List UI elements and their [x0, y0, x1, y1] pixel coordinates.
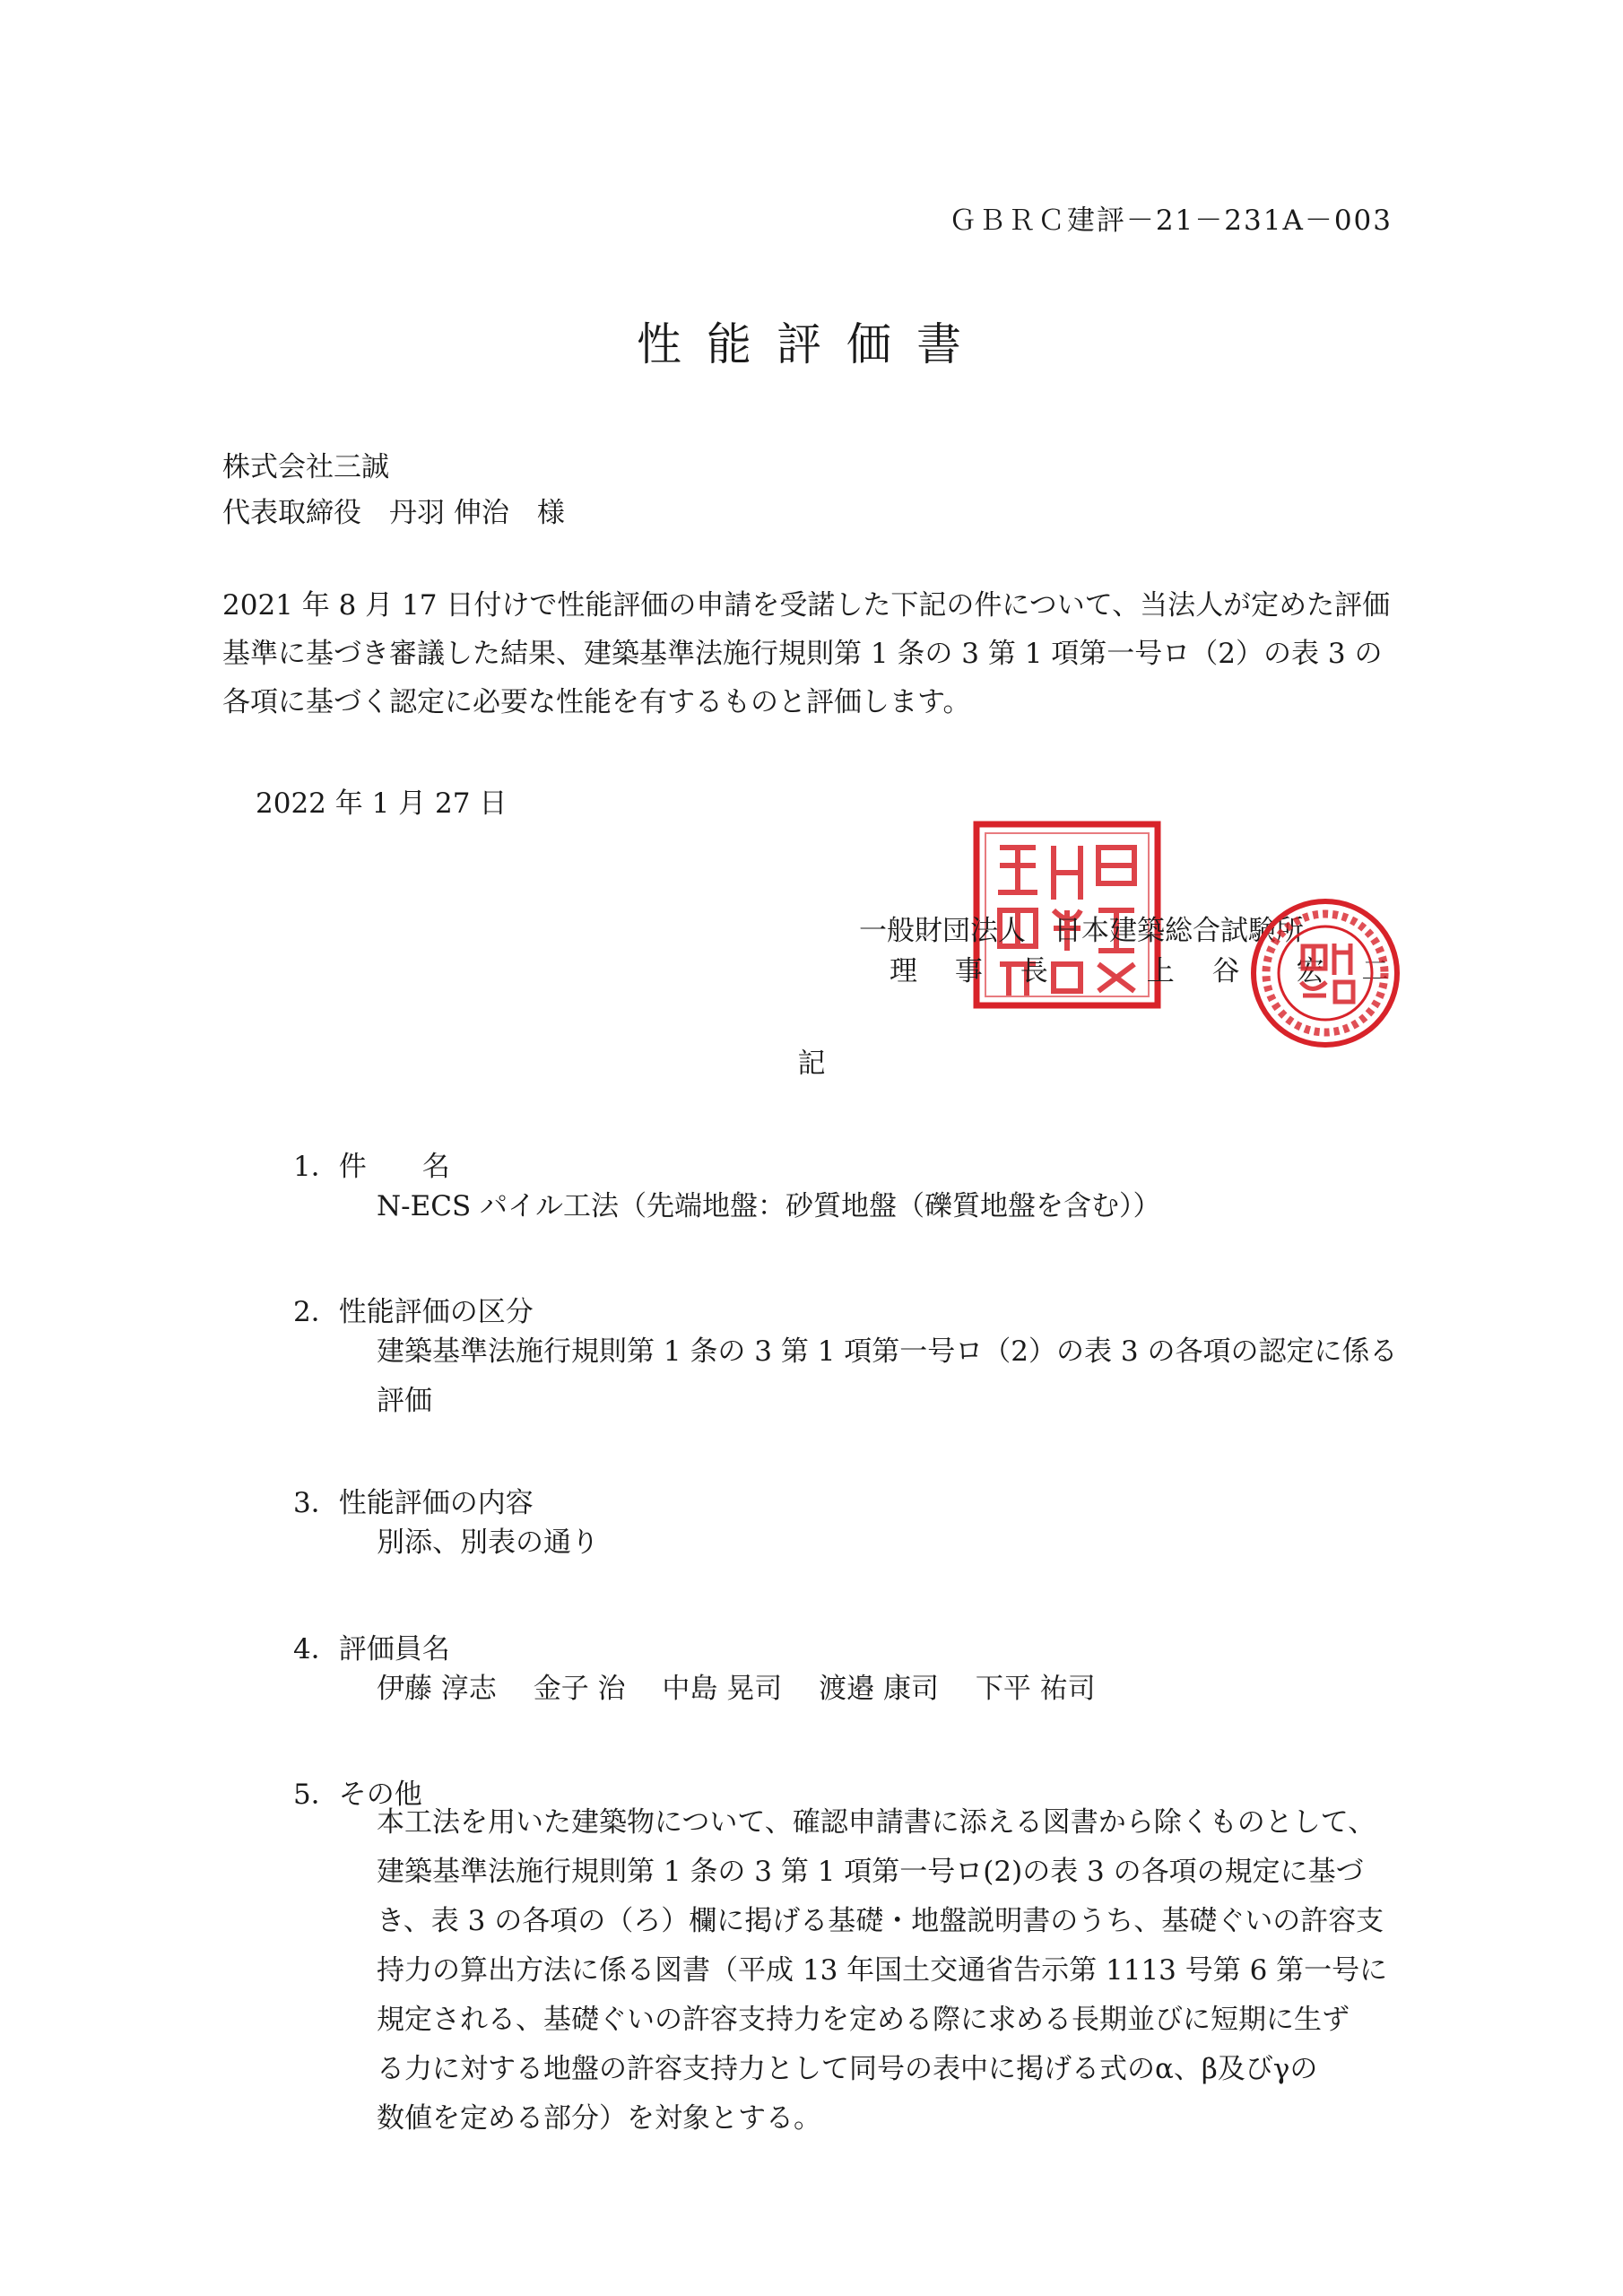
page-title: 性能評価書 — [637, 318, 986, 370]
intro-line: 2021 年 8 月 17 日付けで性能評価の申請を受諾した下記の件について、当法人が定めた評価 — [222, 589, 1391, 622]
section-line: き、表 3 の各項の（ろ）欄に掲げる基礎・地盤説明書のうち、基礎ぐいの許容支 — [377, 1905, 1384, 1937]
recipient-company: 株式会社三誠 — [222, 451, 389, 483]
issuer-organization: 一般財団法人 日本建築総合試験所 — [859, 915, 1304, 947]
section-heading-5: 5．その他 — [293, 1779, 422, 1811]
round-red-seal-icon — [1249, 897, 1402, 1049]
section-heading-4: 4．評価員名 — [293, 1633, 450, 1665]
section-line: 伊藤 淳志 金子 治 中島 晃司 渡邉 康司 下平 祐司 — [377, 1673, 1096, 1705]
section-heading-3: 3．性能評価の内容 — [293, 1487, 534, 1519]
section-body-3 — [377, 1518, 599, 1568]
section-line: 建築基準法施行規則第 1 条の 3 第 1 項第一号ロ(2)の表 3 の各項の規定に基づ — [377, 1856, 1364, 1888]
intro-line: 基準に基づき審議した結果、建築基準法施行規則第 1 条の 3 第 1 項第一号ロ（2）の表 3 の — [222, 638, 1383, 670]
section-line: 建築基準法施行規則第 1 条の 3 第 1 項第一号ロ（2）の表 3 の各項の認定に係る — [377, 1335, 1398, 1368]
section-line: 数値を定める部分）を対象とする。 — [377, 2102, 821, 2135]
section-body-4 — [377, 1665, 1096, 1714]
section-line: る力に対する地盤の許容支持力として同号の表中に掲げる式のα、β及びγの — [377, 2053, 1318, 2085]
issue-date: 2022 年 1 月 27 日 — [256, 787, 508, 820]
document-number: ＧＢＲＣ建評－21－231A－003 — [948, 204, 1393, 237]
intro-paragraph — [222, 581, 1406, 726]
section-line: 規定される、基礎ぐいの許容支持力を定める際に求める長期並びに短期に生ず — [377, 2004, 1350, 2036]
section-line: 別添、別表の通り — [377, 1526, 599, 1559]
ki-marker: 記 — [797, 1048, 826, 1080]
section-line: 本工法を用いた建築物について、確認申請書に添える図書から除くものとして、 — [377, 1806, 1376, 1839]
recipient-representative: 代表取締役 丹羽 伸治 様 — [222, 497, 565, 529]
issuer-chief: 理 事 長 上 谷 宏 二 — [890, 955, 1404, 987]
section-line: N-ECS パイル工法（先端地盤：砂質地盤（礫質地盤を含む）） — [377, 1190, 1161, 1222]
section-body-2 — [377, 1327, 1397, 1426]
section-line: 持力の算出方法に係る図書（平成 13 年国土交通省告示第 1113 号第 6 第一号に — [377, 1954, 1388, 1987]
section-body-5 — [377, 1798, 1387, 2144]
section-heading-2: 2．性能評価の区分 — [293, 1296, 534, 1328]
section-heading-1: 1．件 名 — [293, 1151, 450, 1183]
section-line: 評価 — [377, 1385, 432, 1417]
section-body-1 — [377, 1182, 1161, 1231]
intro-line: 各項に基づく認定に必要な性能を有するものと評価します。 — [222, 686, 971, 718]
